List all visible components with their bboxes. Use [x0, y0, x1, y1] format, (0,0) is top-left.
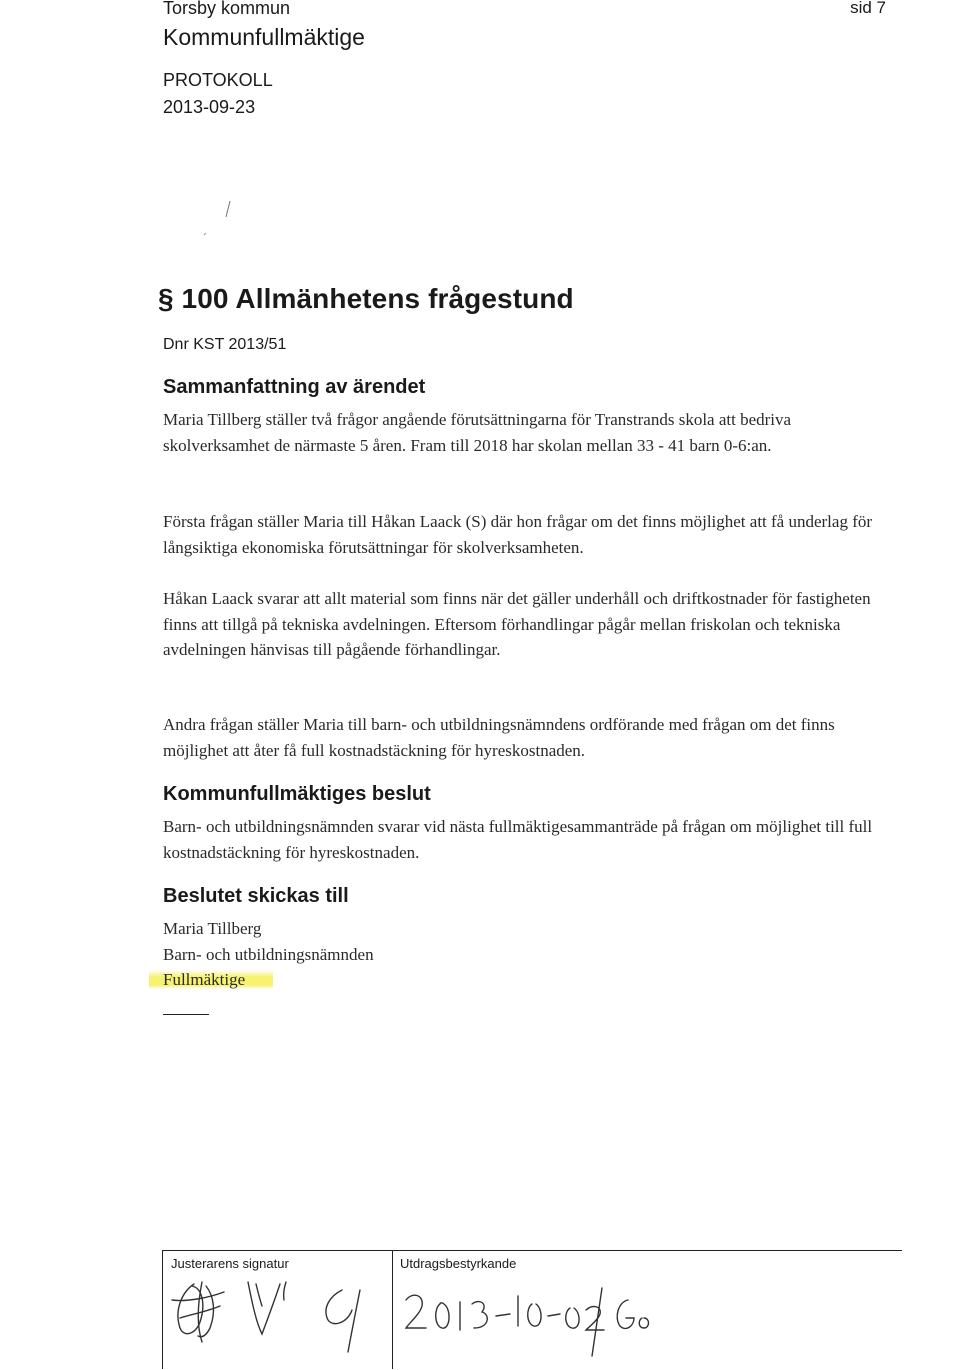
document-type: PROTOKOLL: [163, 70, 273, 90]
summary-paragraph-3: Håkan Laack svarar att allt material som finns när det gäller underhåll och driftkostnader för fastigheten finns att tillgå på tekniska avdelningen. Eftersom förhandlingar pågår mellan friskolan och tekniska avdelningen hänvisas till pågående förhandlingar.: [163, 589, 871, 659]
recipient-item: Maria Tillberg: [163, 919, 262, 938]
recipients-heading: Beslutet skickas till: [163, 885, 349, 907]
decision-heading: Kommunfullmäktiges beslut: [163, 783, 431, 805]
stray-pen-mark: [196, 195, 236, 245]
recipients-list: [163, 916, 374, 993]
handwritten-signatures: [162, 1262, 392, 1369]
recipient-item: Barn- och utbildningsnämnden: [163, 944, 374, 964]
handwritten-date: [396, 1274, 656, 1369]
case-number: Dnr KST 2013/51: [163, 336, 287, 353]
council-name: Kommunfullmäktige: [163, 24, 365, 50]
summary-paragraph-2: Första frågan ställer Maria till Håkan Laack (S) där hon frågar om det finns möjlighet att få underlag för långsiktiga ekonomiska förutsättningar för skolverksamheten.: [163, 512, 873, 557]
page-number: sid 7: [850, 0, 886, 17]
meeting-date: 2013-09-23: [163, 97, 256, 117]
extract-certification-label: Utdragsbestyrkande: [400, 1256, 517, 1271]
summary-paragraph-4: Andra frågan ställer Maria till barn- och utbildningsnämndens ordförande med frågan om det finns möjlighet att åter få full kostnadstäckning för hyreskostnaden.: [163, 715, 835, 760]
signature-label: Justerarens signatur: [171, 1256, 289, 1271]
summary-paragraph-1: Maria Tillberg ställer två frågor angående förutsättningarna för Transtrands skola att bedriva skolverksamhet de närmaste 5 åren. Fram till 2018 har skolan mellan 33 - 41 barn 0-6:an.: [163, 410, 792, 455]
decision-text: Barn- och utbildningsnämnden svarar vid nästa fullmäktigesammanträde på frågan om möjlighet till full kostnadstäckning för hyreskostnaden.: [163, 817, 873, 862]
divider-line: [163, 1014, 209, 1015]
summary-heading: Sammanfattning av ärendet: [163, 376, 426, 398]
signature-box-divider: [392, 1250, 393, 1369]
organization-name: Torsby kommun: [163, 0, 291, 18]
section-title: § 100 Allmänhetens frågestund: [158, 283, 574, 314]
recipient-item-highlighted: Fullmäktige: [149, 970, 273, 989]
